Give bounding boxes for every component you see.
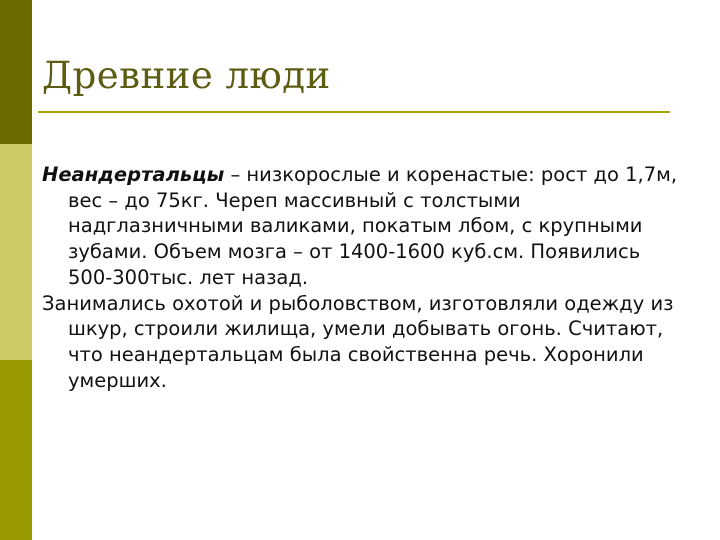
paragraph-lifestyle [42,291,682,394]
sidebar-stripe-bottom [0,360,32,540]
paragraph-lifestyle-text: Занимались охотой и рыболовством, изготовляли одежду из шкур, строили жилища, умели добывать огонь. Считают, что неандертальцам была свойственна речь. Хоронили умерших. [42,291,674,392]
slide-body [42,162,682,393]
term-neanderthals: Неандертальцы [42,163,225,186]
sidebar-stripe-top [0,0,32,144]
sidebar-stripe-middle [0,144,32,360]
title-underline [38,111,670,113]
paragraph-neanderthals-text: – низкорослые и коренастые: рост до 1,7м, вес – до 75кг. Череп массивный с толстыми надглазничными валиками, покатым лбом, с крупными зубами. Объем мозга – от 1400-1600 куб.см. Появились 500-300тыс. лет назад. [68,163,678,289]
paragraph-neanderthals [42,162,682,291]
slide-title: Древние люди [42,54,331,97]
